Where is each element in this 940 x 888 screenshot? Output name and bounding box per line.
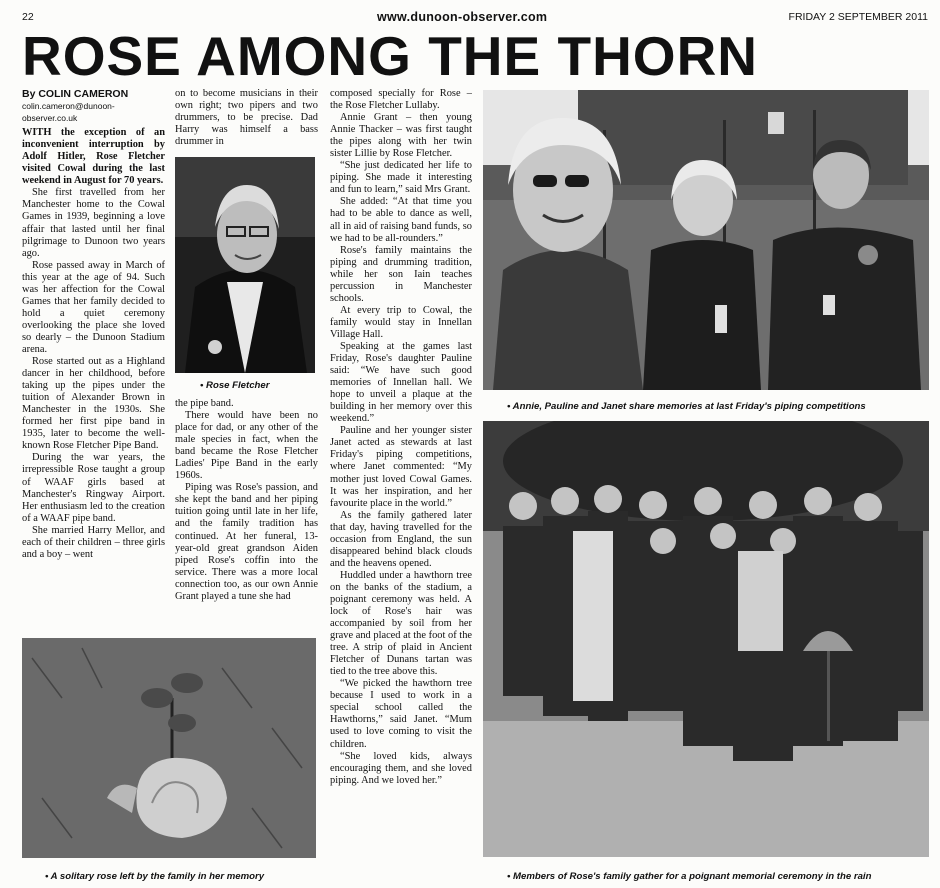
article-paragraph: Rose's family maintains the piping and drumming tradition, while her son Iain teaches percussion in Manchester schools. [330,244,472,304]
article-paragraph: At every trip to Cowal, the family would stay in Innellan Village Hall. [330,304,472,340]
article-paragraph: on to become musicians in their own right; two pipers and two drummers, to be precise. Dad Harry was himself a bass drummer in [175,88,318,148]
article-column-2-top [175,88,318,150]
author-email[interactable]: colin.cameron@dunoon-observer.co.uk [22,101,115,124]
article-paragraph: She married Harry Mellor, and each of their children – three girls and a boy – went [22,524,165,560]
article-paragraph: “She just dedicated her life to piping. She made it interesting and fun to learn,” said Mrs Grant. [330,160,472,196]
article-paragraph: Annie Grant – then young Annie Thacker – was first taught the pipes along with her twin sister Lillie by Rose Fletcher. [330,112,472,160]
article-paragraph: Speaking at the games last Friday, Rose's daughter Pauline said: “We have such good memories of Innellan hall. We hope to unveil a plaque at the building in her memory over this weekend.” [330,340,472,425]
headline: ROSE AMONG THE THORN [22,25,759,87]
article-paragraph: the pipe band. [175,398,234,409]
rose-fletcher-photo [175,157,315,373]
caption-rose-fletcher: • Rose Fletcher [200,380,270,391]
article-paragraph: Piping was Rose's passion, and she kept the band and her piping tuition going until late in her life, and the family tradition has continued. At her funeral, 13-year-old great grandson Aiden piped Rose's coffin into the service. There was a more local connection too, as our own Annie Grant played a tune she had [175,482,318,602]
article-paragraph: Rose started out as a Highland dancer in her childhood, before taking up the pipes under the tuition of Alexander Brown in Manchester in the 1930s. She formed her first pipe band in 1935, later to become the well-known Rose Fletcher Pipe Band. [22,356,165,452]
family-memorial-photo [483,421,929,857]
caption-solitary-rose: • A solitary rose left by the family in her memory [45,871,265,882]
page-number: 22 [22,11,34,23]
website-url[interactable]: www.dunoon-observer.com [377,10,548,24]
article-paragraph: She added: “At that time you had to be able to dance as well, all in aid of raising band funds, so we had to be all-rounders.” [330,196,472,244]
article-paragraph: She first travelled from her Manchester home to the Cowal Games in 1939, beginning a love affair that lasted until her final pilgrimage to Dunoon two years ago. [22,187,165,259]
byline: By COLIN CAMERON [22,88,129,100]
article-paragraph: Huddled under a hawthorn tree on the banks of the stadium, a poignant ceremony was held. A lock of Rose's hair was accompanied by soil from her grave and placed at the foot of the tree. A strip of plaid in Ancient Fletcher of Dunans tartan was tied to the tree above this. [330,569,472,678]
solitary-rose-photo [22,638,316,858]
article-paragraph: As the family gathered later that day, having travelled for the occasion from England, the sun disappeared behind black clouds and the heavens opened. [330,509,472,569]
caption-annie-pauline-janet: • Annie, Pauline and Janet share memories at last Friday's piping competitions [507,401,866,412]
article-paragraph: Rose passed away in March of this year at the age of 94. Such was her affection for the Cowal Games that her family decided to hold a quiet ceremony overlooking the place she loved so dearly – the Dunoon Stadium arena. [22,259,165,355]
article-column-1 [22,88,165,634]
article-paragraph: During the war years, the irrepressible Rose taught a group of WAAF girls based at Manchester's Ringway Airport. Her enthusiasm led to the creation of a WAAF pipe band. [22,452,165,524]
annie-pauline-janet-photo [483,90,929,390]
article-paragraph: “We picked the hawthorn tree because I used to work in a special school called the Hawthorns,” said Janet. “Mum used to love coming to visit the children. [330,678,472,750]
article-paragraph: There would have been no place for dad, or any other of the male species in fact, when the band became the Rose Fletcher Ladies' Pipe Band in the early 1960s. [175,410,318,482]
article-paragraph: composed specially for Rose – the Rose Fletcher Lullaby. [330,88,472,112]
issue-date: FRIDAY 2 SEPTEMBER 2011 [788,11,928,23]
article-paragraph: Pauline and her younger sister Janet acted as stewards at last Friday's piping competitions, where Janet commented: “My mother just loved Cowal Games. It was her inspiration, and her favourite place in the world.” [330,425,472,509]
caption-family-memorial: • Members of Rose's family gather for a poignant memorial ceremony in the rain [507,871,872,882]
article-lede: WITH the exception of an inconvenient interruption by Adolf Hitler, Rose Fletcher visited Cowal during the last weekend in August for 70 years. [22,127,165,187]
article-paragraph: “She loved kids, always encouraging them, and she loved piping. And we loved her.” [330,750,472,786]
article-column-3 [330,88,472,880]
article-column-2 [175,398,318,636]
